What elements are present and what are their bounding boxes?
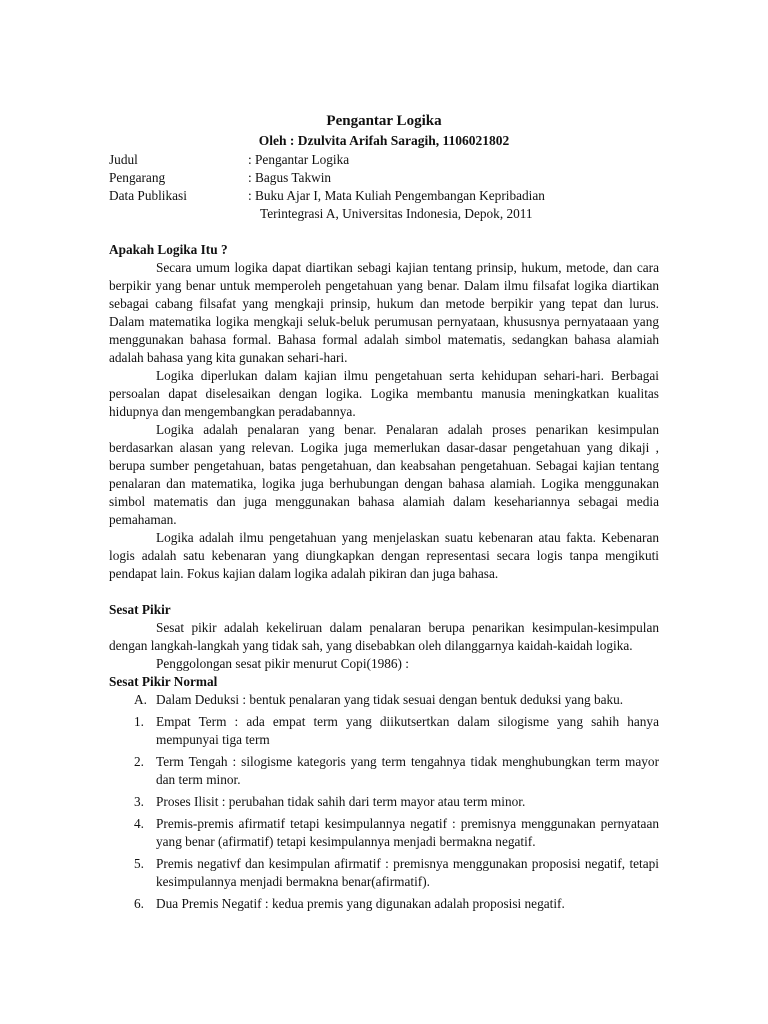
list-item-text: Dalam Deduksi : bentuk penalaran yang tidak sesuai dengan bentuk deduksi yang baku. [156, 692, 624, 707]
list-item [109, 691, 659, 709]
list-item-text: Term Tengah : silogisme kategoris yang term tengahnya tidak menghubungkan term mayor dan term minor. [156, 754, 659, 787]
paragraph: Logika adalah ilmu pengetahuan yang menjelaskan suatu kebenaran atau fakta. Kebenaran logis adalah satu kebenaran yang diungkapkan dengan representasi secara logis tanpa mengikuti pendapat lain. Fokus kajian dalam logika adalah pikiran dan juga bahasa. [109, 530, 659, 581]
list-marker: 2. [134, 754, 144, 769]
list-item-text: Empat Term : ada empat term yang diikutsertkan dalam silogisme yang sahih hanya mempunyai tiga term [156, 714, 659, 747]
meta-value: : Bagus Takwin [248, 170, 332, 185]
list-marker: 3. [134, 794, 144, 809]
meta-key: Pengarang [109, 170, 166, 185]
section-sesat-pikir-normal [109, 673, 659, 913]
list-item-text: Dua Premis Negatif : kedua premis yang digunakan adalah proposisi negatif. [156, 896, 565, 911]
section-heading: Sesat Pikir [109, 602, 171, 617]
document-author: Oleh : Dzulvita Arifah Saragih, 1106021802 [258, 133, 510, 148]
list-marker: 5. [134, 856, 144, 871]
meta-value-continuation: Terintegrasi A, Universitas Indonesia, Depok, 2011 [260, 206, 533, 221]
list-item-text: Premis-premis afirmatif tetapi kesimpulannya negatif : premisnya menggunakan pernyataan yang benar (afirmatif) tetapi kesimpulannya menjadi bermakna negatif. [156, 816, 659, 849]
document-content [109, 111, 659, 917]
list-marker: 4. [134, 816, 144, 831]
document-title: Pengantar Logika [326, 113, 442, 129]
paragraph: Sesat pikir adalah kekeliruan dalam penalaran berupa penarikan kesimpulan-kesimpulan dengan langkah-langkah yang tidak sah, yang disebabkan oleh dilanggarnya kaidah-kaidah logika. [109, 620, 659, 653]
list-item [109, 793, 659, 811]
paragraph: Logika diperlukan dalam kajian ilmu pengetahuan serta kehidupan sehari-hari. Berbagai persoalan dapat diselesaikan dengan logika. Logika membantu manusia meningkatkan kualitas hidupnya dan mengembangkan peradabannya. [109, 368, 659, 419]
meta-key: Judul [109, 152, 138, 167]
list-item-text: Proses Ilisit : perubahan tidak sahih dari term mayor atau term minor. [156, 794, 526, 809]
section-apakah-logika [109, 241, 659, 583]
meta-value: : Pengantar Logika [248, 152, 350, 167]
meta-row-data-publikasi [109, 187, 659, 223]
spacer [109, 583, 659, 601]
list-marker: 1. [134, 714, 144, 729]
fallacy-list [109, 691, 659, 913]
list-item [109, 815, 659, 851]
list-marker: A. [134, 692, 147, 707]
spacer [109, 223, 659, 241]
list-marker: 6. [134, 896, 144, 911]
list-item-text: Premis negativf dan kesimpulan afirmatif : premisnya menggunakan proposisi negatif, tetapi kesimpulannya menjadi bermakna benar(afirmatif). [156, 856, 659, 889]
section-heading: Apakah Logika Itu ? [109, 242, 228, 257]
paragraph: Secara umum logika dapat diartikan sebagi kajian tentang prinsip, hukum, metode, dan cara berpikir yang benar untuk memperoleh pengetahuan yang benar. Dalam ilmu filsafat logika diartikan sebagai cabang filsafat yang mengkaji prinsip, hukum dan metode berpikir yang tepat dan lurus. Dalam matematika logika mengkaji seluk-beluk perumusan pernyataan, khususnya pernyataaan yang menggunakan bahasa formal. Bahasa formal adalah simbol matematis, sedangkan bahasa alamiah adalah bahasa yang kita gunakan sehari-hari. [109, 260, 659, 365]
meta-key: Data Publikasi [109, 188, 187, 203]
publication-meta [109, 151, 659, 223]
list-item [109, 895, 659, 913]
meta-row-pengarang [109, 169, 659, 187]
meta-value: : Buku Ajar I, Mata Kuliah Pengembangan Kepribadian [248, 188, 545, 203]
list-item [109, 713, 659, 749]
list-item [109, 855, 659, 891]
paragraph: Logika adalah penalaran yang benar. Penalaran adalah proses penarikan kesimpulan berdasarkan alasan yang relevan. Logika juga memerlukan dasar-dasar pengetahuan yang dikaji , berupa sumber pengetahuan, batas pengetahuan, dan keabsahan pengetahuan. Sebagai kajian tentang penalaran dan matematika, logika juga berhubungan dengan bahasa alamiah. Logika menggunakan simbol matematis dan juga menggunakan bahasa alamiah dalam kesehariannya sebagai media pemahaman. [109, 422, 659, 527]
section-heading: Sesat Pikir Normal [109, 674, 218, 689]
meta-row-judul [109, 151, 659, 169]
section-sesat-pikir [109, 601, 659, 673]
list-item [109, 753, 659, 789]
paragraph: Penggolongan sesat pikir menurut Copi(1986) : [156, 656, 409, 671]
meta-value-block [248, 187, 659, 223]
